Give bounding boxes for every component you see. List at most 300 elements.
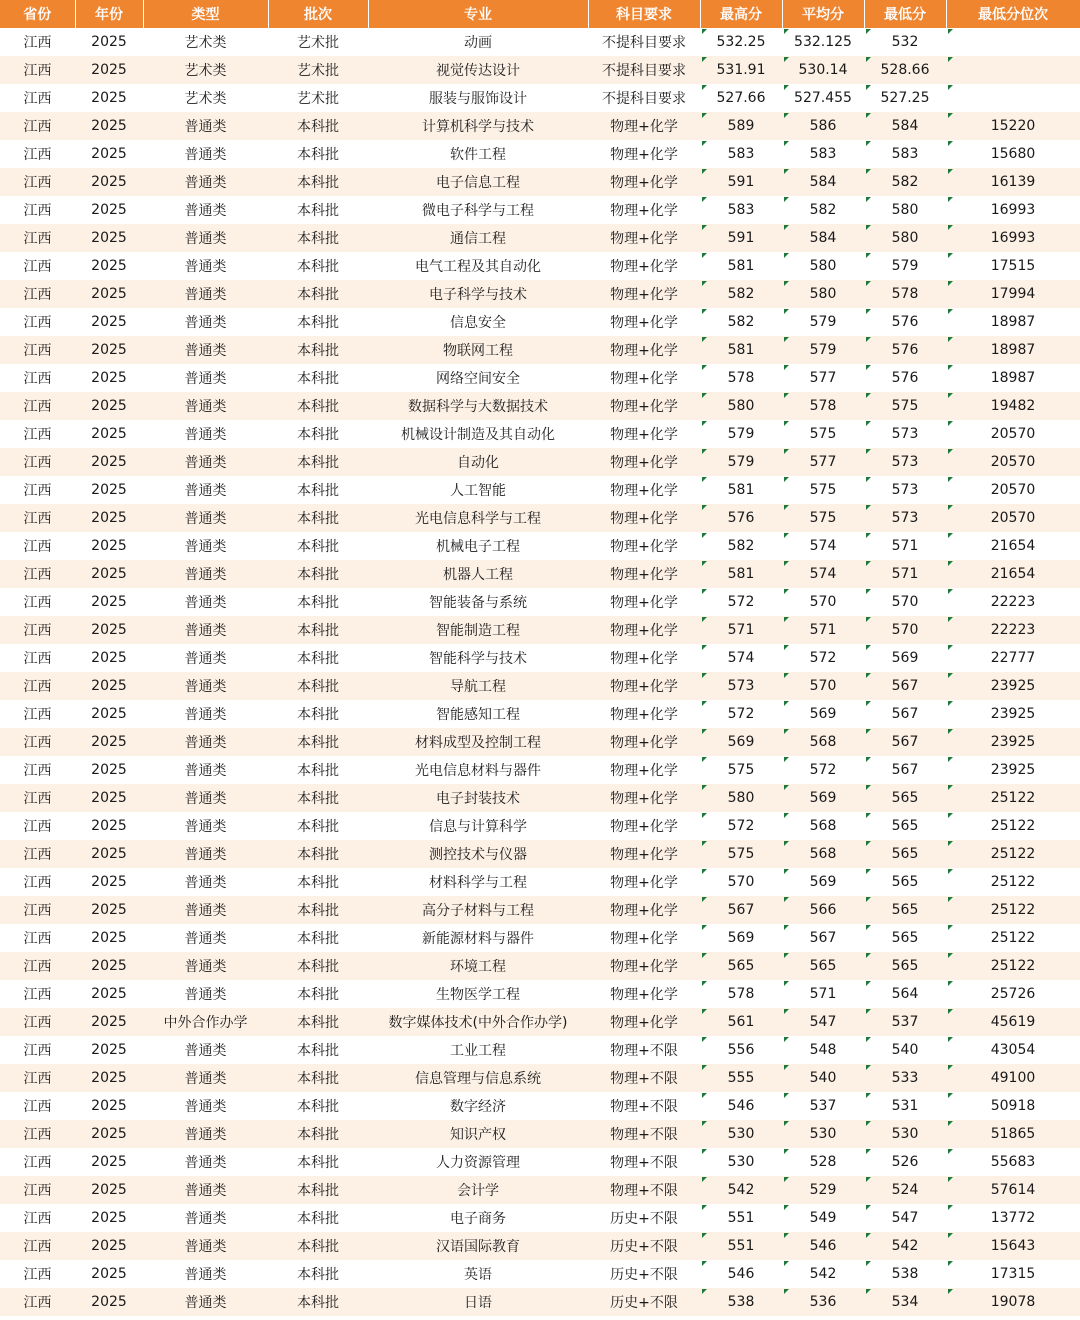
cell-min-rank: 25122: [946, 812, 1080, 840]
cell-province: 江西: [0, 140, 75, 168]
cell-min-score: 530: [864, 1120, 946, 1148]
cell-type: 普通类: [143, 252, 268, 280]
cell-avg-score: 570: [782, 672, 864, 700]
cell-type: 普通类: [143, 1120, 268, 1148]
cell-avg-score: 540: [782, 1064, 864, 1092]
cell-batch: 本科批: [268, 868, 368, 896]
cell-major: 数字经济: [368, 1092, 588, 1120]
cell-min-score: 526: [864, 1148, 946, 1176]
table-row: [0, 420, 1080, 448]
cell-year: 2025: [75, 756, 143, 784]
cell-major: 英语: [368, 1260, 588, 1288]
cell-type: 普通类: [143, 504, 268, 532]
cell-province: 江西: [0, 672, 75, 700]
cell-subject-requirement: 物理+不限: [588, 1148, 700, 1176]
cell-year: 2025: [75, 1120, 143, 1148]
cell-avg-score: 571: [782, 616, 864, 644]
cell-batch: 本科批: [268, 644, 368, 672]
table-row: [0, 924, 1080, 952]
cell-major: 智能制造工程: [368, 616, 588, 644]
cell-subject-requirement: 物理+化学: [588, 812, 700, 840]
cell-major: 光电信息科学与工程: [368, 504, 588, 532]
cell-type: 普通类: [143, 476, 268, 504]
cell-type: 普通类: [143, 728, 268, 756]
cell-batch: 本科批: [268, 112, 368, 140]
cell-major: 光电信息材料与器件: [368, 756, 588, 784]
cell-year: 2025: [75, 700, 143, 728]
cell-min-rank: 55683: [946, 1148, 1080, 1176]
cell-province: 江西: [0, 56, 75, 84]
cell-max-score: 581: [700, 252, 782, 280]
cell-min-score: 582: [864, 168, 946, 196]
cell-type: 普通类: [143, 1204, 268, 1232]
header-type: 类型: [143, 0, 268, 28]
cell-batch: 本科批: [268, 196, 368, 224]
cell-min-score: 579: [864, 252, 946, 280]
cell-batch: 本科批: [268, 756, 368, 784]
cell-avg-score: 537: [782, 1092, 864, 1120]
cell-subject-requirement: 物理+化学: [588, 560, 700, 588]
cell-year: 2025: [75, 112, 143, 140]
cell-subject-requirement: 物理+化学: [588, 364, 700, 392]
cell-max-score: 573: [700, 672, 782, 700]
cell-subject-requirement: 不提科目要求: [588, 28, 700, 56]
cell-avg-score: 575: [782, 504, 864, 532]
cell-batch: 本科批: [268, 1036, 368, 1064]
cell-avg-score: 530: [782, 1120, 864, 1148]
table-row: [0, 252, 1080, 280]
cell-max-score: 578: [700, 364, 782, 392]
cell-min-rank: 16993: [946, 196, 1080, 224]
cell-subject-requirement: 物理+化学: [588, 616, 700, 644]
cell-avg-score: 580: [782, 252, 864, 280]
cell-major: 电子科学与技术: [368, 280, 588, 308]
cell-year: 2025: [75, 896, 143, 924]
cell-province: 江西: [0, 196, 75, 224]
cell-year: 2025: [75, 728, 143, 756]
cell-batch: 本科批: [268, 560, 368, 588]
cell-major: 知识产权: [368, 1120, 588, 1148]
table-row: [0, 1036, 1080, 1064]
table-row: [0, 1232, 1080, 1260]
cell-avg-score: 582: [782, 196, 864, 224]
cell-avg-score: 574: [782, 532, 864, 560]
cell-min-rank: 21654: [946, 560, 1080, 588]
cell-batch: 本科批: [268, 924, 368, 952]
cell-max-score: 583: [700, 140, 782, 168]
cell-avg-score: 569: [782, 868, 864, 896]
table-row: [0, 896, 1080, 924]
header-major: 专业: [368, 0, 588, 28]
cell-major: 导航工程: [368, 672, 588, 700]
cell-min-rank: 18987: [946, 364, 1080, 392]
cell-year: 2025: [75, 560, 143, 588]
cell-avg-score: 567: [782, 924, 864, 952]
cell-min-score: 573: [864, 504, 946, 532]
table-row: [0, 1120, 1080, 1148]
cell-batch: 本科批: [268, 1204, 368, 1232]
table-row: [0, 1064, 1080, 1092]
table-row: [0, 532, 1080, 560]
cell-year: 2025: [75, 1064, 143, 1092]
cell-province: 江西: [0, 1176, 75, 1204]
cell-avg-score: 584: [782, 224, 864, 252]
cell-min-score: 537: [864, 1008, 946, 1036]
cell-type: 普通类: [143, 392, 268, 420]
cell-type: 普通类: [143, 448, 268, 476]
cell-min-rank: 20570: [946, 420, 1080, 448]
cell-max-score: 538: [700, 1288, 782, 1316]
cell-major: 动画: [368, 28, 588, 56]
cell-subject-requirement: 物理+化学: [588, 336, 700, 364]
cell-province: 江西: [0, 280, 75, 308]
table-row: [0, 308, 1080, 336]
cell-major: 汉语国际教育: [368, 1232, 588, 1260]
cell-year: 2025: [75, 252, 143, 280]
cell-province: 江西: [0, 364, 75, 392]
cell-subject-requirement: 物理+化学: [588, 448, 700, 476]
table-row: [0, 756, 1080, 784]
cell-subject-requirement: 物理+化学: [588, 700, 700, 728]
cell-province: 江西: [0, 952, 75, 980]
cell-min-score: 538: [864, 1260, 946, 1288]
cell-type: 普通类: [143, 196, 268, 224]
cell-avg-score: 568: [782, 812, 864, 840]
cell-year: 2025: [75, 1148, 143, 1176]
cell-type: 普通类: [143, 560, 268, 588]
cell-province: 江西: [0, 560, 75, 588]
cell-subject-requirement: 物理+化学: [588, 112, 700, 140]
cell-type: 普通类: [143, 952, 268, 980]
table-row: [0, 980, 1080, 1008]
cell-year: 2025: [75, 1176, 143, 1204]
cell-year: 2025: [75, 616, 143, 644]
header-avg-score: 平均分: [782, 0, 864, 28]
cell-min-rank: 22223: [946, 588, 1080, 616]
cell-year: 2025: [75, 812, 143, 840]
cell-min-score: 567: [864, 672, 946, 700]
cell-subject-requirement: 物理+化学: [588, 784, 700, 812]
cell-batch: 本科批: [268, 476, 368, 504]
cell-major: 机械电子工程: [368, 532, 588, 560]
cell-province: 江西: [0, 336, 75, 364]
cell-avg-score: 577: [782, 448, 864, 476]
cell-province: 江西: [0, 924, 75, 952]
header-year: 年份: [75, 0, 143, 28]
cell-year: 2025: [75, 448, 143, 476]
cell-major: 工业工程: [368, 1036, 588, 1064]
table-row: [0, 616, 1080, 644]
cell-min-rank: 25122: [946, 952, 1080, 980]
cell-major: 日语: [368, 1288, 588, 1316]
cell-min-rank: 20570: [946, 504, 1080, 532]
table-row: [0, 644, 1080, 672]
cell-avg-score: 571: [782, 980, 864, 1008]
cell-type: 普通类: [143, 1176, 268, 1204]
cell-min-rank: 43054: [946, 1036, 1080, 1064]
cell-major: 视觉传达设计: [368, 56, 588, 84]
cell-year: 2025: [75, 420, 143, 448]
cell-min-score: 576: [864, 308, 946, 336]
cell-max-score: 575: [700, 840, 782, 868]
cell-batch: 本科批: [268, 532, 368, 560]
cell-year: 2025: [75, 644, 143, 672]
cell-max-score: 578: [700, 980, 782, 1008]
cell-avg-score: 532.125: [782, 28, 864, 56]
cell-province: 江西: [0, 1260, 75, 1288]
table-row: [0, 364, 1080, 392]
cell-type: 普通类: [143, 672, 268, 700]
table-row: [0, 868, 1080, 896]
cell-major: 智能感知工程: [368, 700, 588, 728]
cell-type: 普通类: [143, 1036, 268, 1064]
cell-major: 信息与计算科学: [368, 812, 588, 840]
cell-max-score: 546: [700, 1092, 782, 1120]
cell-major: 信息管理与信息系统: [368, 1064, 588, 1092]
cell-type: 中外合作办学: [143, 1008, 268, 1036]
cell-year: 2025: [75, 280, 143, 308]
cell-province: 江西: [0, 84, 75, 112]
cell-type: 普通类: [143, 924, 268, 952]
cell-batch: 本科批: [268, 1260, 368, 1288]
cell-max-score: 532.25: [700, 28, 782, 56]
cell-min-score: 573: [864, 420, 946, 448]
cell-province: 江西: [0, 1008, 75, 1036]
cell-batch: 本科批: [268, 812, 368, 840]
cell-min-score: 571: [864, 560, 946, 588]
cell-type: 普通类: [143, 140, 268, 168]
cell-avg-score: 546: [782, 1232, 864, 1260]
cell-major: 人力资源管理: [368, 1148, 588, 1176]
cell-min-rank: 16993: [946, 224, 1080, 252]
cell-avg-score: 583: [782, 140, 864, 168]
cell-batch: 艺术批: [268, 28, 368, 56]
cell-avg-score: 566: [782, 896, 864, 924]
cell-province: 江西: [0, 644, 75, 672]
cell-type: 普通类: [143, 1260, 268, 1288]
cell-min-rank: 21654: [946, 532, 1080, 560]
cell-type: 普通类: [143, 868, 268, 896]
cell-province: 江西: [0, 1092, 75, 1120]
cell-batch: 本科批: [268, 252, 368, 280]
cell-batch: 艺术批: [268, 56, 368, 84]
cell-max-score: 531.91: [700, 56, 782, 84]
cell-subject-requirement: 物理+化学: [588, 224, 700, 252]
cell-min-rank: 25122: [946, 924, 1080, 952]
cell-type: 普通类: [143, 532, 268, 560]
cell-batch: 本科批: [268, 896, 368, 924]
cell-year: 2025: [75, 392, 143, 420]
cell-year: 2025: [75, 168, 143, 196]
cell-min-rank: 17315: [946, 1260, 1080, 1288]
cell-max-score: 570: [700, 868, 782, 896]
cell-subject-requirement: 物理+化学: [588, 896, 700, 924]
cell-batch: 本科批: [268, 616, 368, 644]
table-row: [0, 1008, 1080, 1036]
cell-max-score: 581: [700, 560, 782, 588]
table-row: [0, 476, 1080, 504]
cell-min-rank: 22777: [946, 644, 1080, 672]
cell-min-score: 580: [864, 224, 946, 252]
cell-year: 2025: [75, 1288, 143, 1316]
cell-min-score: 569: [864, 644, 946, 672]
cell-min-rank: 15643: [946, 1232, 1080, 1260]
table-body: [0, 28, 1080, 1316]
cell-min-score: 527.25: [864, 84, 946, 112]
cell-batch: 本科批: [268, 784, 368, 812]
cell-subject-requirement: 物理+化学: [588, 476, 700, 504]
header-min-rank: 最低分位次: [946, 0, 1080, 28]
cell-min-rank: [946, 84, 1080, 112]
cell-year: 2025: [75, 1232, 143, 1260]
header-province: 省份: [0, 0, 75, 28]
cell-batch: 本科批: [268, 700, 368, 728]
cell-year: 2025: [75, 840, 143, 868]
cell-type: 普通类: [143, 364, 268, 392]
cell-batch: 本科批: [268, 364, 368, 392]
cell-max-score: 569: [700, 728, 782, 756]
cell-min-rank: 45619: [946, 1008, 1080, 1036]
cell-subject-requirement: 物理+化学: [588, 868, 700, 896]
cell-subject-requirement: 物理+化学: [588, 532, 700, 560]
cell-avg-score: 586: [782, 112, 864, 140]
cell-max-score: 574: [700, 644, 782, 672]
cell-min-rank: 19078: [946, 1288, 1080, 1316]
cell-type: 普通类: [143, 840, 268, 868]
cell-major: 数据科学与大数据技术: [368, 392, 588, 420]
cell-avg-score: 536: [782, 1288, 864, 1316]
cell-batch: 本科批: [268, 1092, 368, 1120]
cell-province: 江西: [0, 392, 75, 420]
cell-type: 普通类: [143, 1288, 268, 1316]
cell-max-score: 581: [700, 476, 782, 504]
cell-year: 2025: [75, 476, 143, 504]
cell-min-score: 576: [864, 336, 946, 364]
cell-province: 江西: [0, 308, 75, 336]
cell-subject-requirement: 物理+化学: [588, 280, 700, 308]
cell-year: 2025: [75, 868, 143, 896]
cell-max-score: 527.66: [700, 84, 782, 112]
cell-year: 2025: [75, 28, 143, 56]
cell-max-score: 582: [700, 280, 782, 308]
cell-year: 2025: [75, 1204, 143, 1232]
cell-subject-requirement: 物理+化学: [588, 196, 700, 224]
cell-major: 通信工程: [368, 224, 588, 252]
cell-batch: 本科批: [268, 840, 368, 868]
cell-year: 2025: [75, 588, 143, 616]
cell-type: 普通类: [143, 700, 268, 728]
table-row: [0, 1288, 1080, 1316]
cell-subject-requirement: 物理+化学: [588, 588, 700, 616]
cell-type: 普通类: [143, 616, 268, 644]
table-row: [0, 112, 1080, 140]
cell-type: 普通类: [143, 812, 268, 840]
cell-max-score: 530: [700, 1120, 782, 1148]
cell-min-score: 570: [864, 588, 946, 616]
cell-province: 江西: [0, 1064, 75, 1092]
cell-year: 2025: [75, 336, 143, 364]
cell-major: 环境工程: [368, 952, 588, 980]
cell-min-score: 565: [864, 812, 946, 840]
cell-batch: 本科批: [268, 392, 368, 420]
cell-batch: 本科批: [268, 280, 368, 308]
cell-type: 艺术类: [143, 28, 268, 56]
cell-subject-requirement: 物理+化学: [588, 504, 700, 532]
table-row: [0, 700, 1080, 728]
cell-subject-requirement: 不提科目要求: [588, 56, 700, 84]
cell-min-rank: 23925: [946, 672, 1080, 700]
cell-min-score: 565: [864, 868, 946, 896]
cell-major: 机器人工程: [368, 560, 588, 588]
cell-avg-score: 577: [782, 364, 864, 392]
cell-major: 数字媒体技术(中外合作办学): [368, 1008, 588, 1036]
cell-min-score: 575: [864, 392, 946, 420]
cell-min-rank: 23925: [946, 756, 1080, 784]
cell-major: 新能源材料与器件: [368, 924, 588, 952]
cell-max-score: 530: [700, 1148, 782, 1176]
table-row: [0, 56, 1080, 84]
cell-major: 电子商务: [368, 1204, 588, 1232]
cell-major: 智能科学与技术: [368, 644, 588, 672]
cell-min-rank: 25122: [946, 896, 1080, 924]
cell-max-score: 556: [700, 1036, 782, 1064]
cell-subject-requirement: 物理+化学: [588, 1008, 700, 1036]
cell-avg-score: 530.14: [782, 56, 864, 84]
cell-min-rank: 25726: [946, 980, 1080, 1008]
cell-major: 生物医学工程: [368, 980, 588, 1008]
table-row: [0, 728, 1080, 756]
cell-type: 普通类: [143, 784, 268, 812]
cell-province: 江西: [0, 252, 75, 280]
cell-batch: 本科批: [268, 1148, 368, 1176]
cell-year: 2025: [75, 980, 143, 1008]
cell-province: 江西: [0, 1120, 75, 1148]
cell-province: 江西: [0, 728, 75, 756]
cell-min-rank: [946, 56, 1080, 84]
cell-year: 2025: [75, 924, 143, 952]
cell-type: 普通类: [143, 420, 268, 448]
cell-province: 江西: [0, 224, 75, 252]
cell-max-score: 555: [700, 1064, 782, 1092]
cell-min-score: 573: [864, 476, 946, 504]
cell-subject-requirement: 物理+不限: [588, 1064, 700, 1092]
cell-major: 智能装备与系统: [368, 588, 588, 616]
cell-subject-requirement: 物理+化学: [588, 392, 700, 420]
cell-subject-requirement: 物理+化学: [588, 840, 700, 868]
cell-avg-score: 575: [782, 420, 864, 448]
cell-type: 普通类: [143, 336, 268, 364]
cell-avg-score: 584: [782, 168, 864, 196]
cell-min-rank: 17515: [946, 252, 1080, 280]
cell-max-score: 582: [700, 308, 782, 336]
cell-avg-score: 547: [782, 1008, 864, 1036]
cell-min-score: 524: [864, 1176, 946, 1204]
cell-min-score: 565: [864, 896, 946, 924]
cell-min-score: 565: [864, 924, 946, 952]
cell-min-score: 570: [864, 616, 946, 644]
cell-avg-score: 542: [782, 1260, 864, 1288]
cell-avg-score: 549: [782, 1204, 864, 1232]
cell-province: 江西: [0, 784, 75, 812]
cell-min-score: 532: [864, 28, 946, 56]
cell-type: 普通类: [143, 1232, 268, 1260]
table-header: [0, 0, 1080, 28]
cell-year: 2025: [75, 672, 143, 700]
cell-max-score: 591: [700, 168, 782, 196]
cell-batch: 本科批: [268, 672, 368, 700]
cell-batch: 本科批: [268, 1176, 368, 1204]
cell-subject-requirement: 物理+化学: [588, 756, 700, 784]
